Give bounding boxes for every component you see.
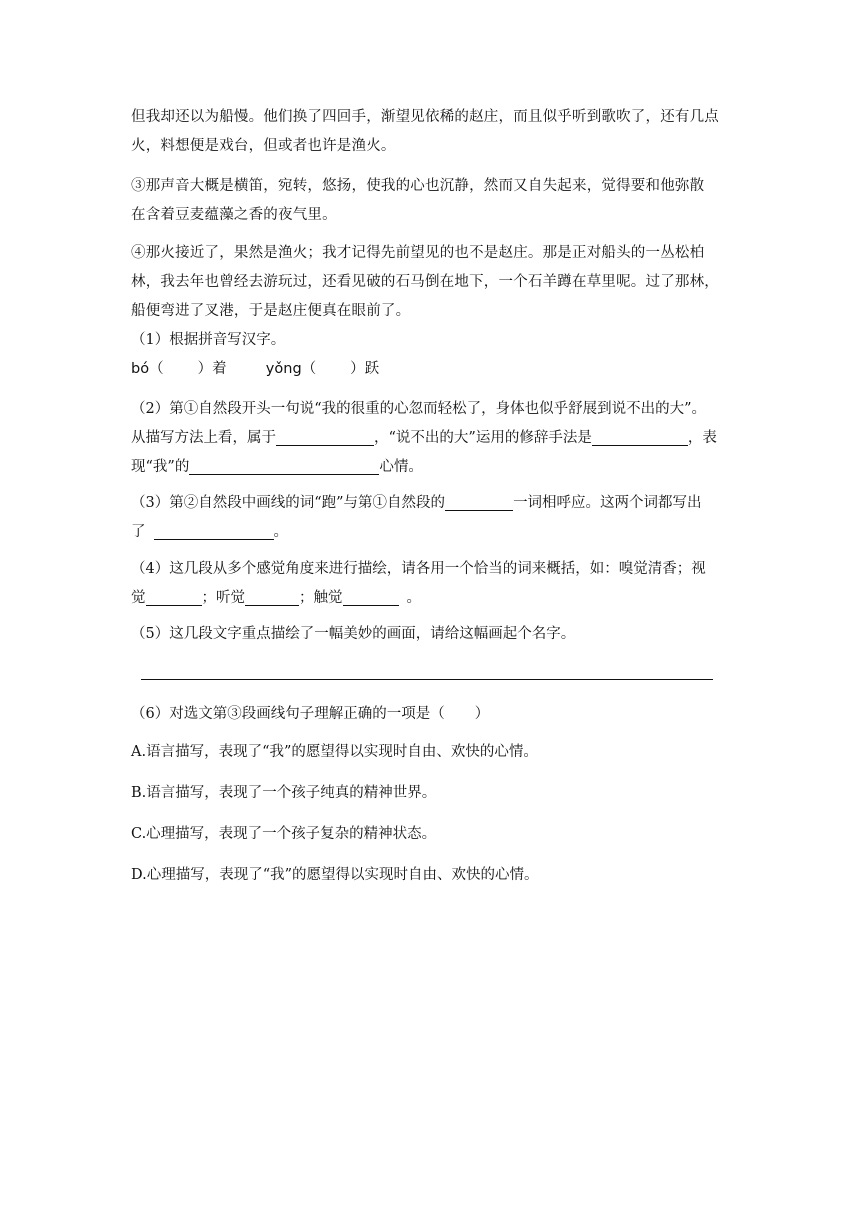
passage-line: 火，料想便是戏台，但或者也许是渔火。 — [131, 138, 396, 154]
question-3 — [131, 489, 735, 547]
question-1 — [131, 326, 735, 384]
answer-blank-touch[interactable] — [343, 587, 399, 606]
question-4 — [131, 555, 735, 613]
answer-blank-echo-word[interactable] — [445, 492, 513, 511]
question-5: （5）这几段文字重点描绘了一幅美妙的画面，请给这幅画起个名字。 — [131, 626, 576, 642]
answer-blank-rhetoric[interactable] — [592, 427, 688, 446]
question-3-text: 了 — [131, 524, 146, 540]
answer-blank-sight[interactable] — [146, 587, 202, 606]
option-d[interactable]: D.心理描写，表现了“我”的愿望得以实现时自由、欢快的心情。 — [131, 867, 539, 883]
question-6 — [131, 700, 735, 729]
option-b[interactable]: B.语言描写，表现了一个孩子纯真的精神世界。 — [131, 785, 437, 801]
passage-line: ③那声音大概是横笛，宛转，悠扬，使我的心也沉静，然而又自失起来，觉得要和他弥散 — [131, 178, 705, 194]
pinyin-yong-suffix: ）跃 — [350, 361, 380, 377]
question-3-text: 。 — [273, 524, 288, 540]
pinyin-yong: yǒng（ — [265, 361, 317, 377]
passage-paragraph-2 — [131, 103, 731, 161]
question-4-text: ；听觉 — [201, 590, 245, 606]
question-2-stem: （2）第①自然段开头一句说“我的很重的心忽而轻松了，身体也似乎舒展到说不出的大”。 — [131, 401, 707, 417]
answer-blank-hearing[interactable] — [245, 587, 299, 606]
answer-blank-expresses[interactable] — [154, 521, 274, 540]
question-4-text: 。 — [406, 590, 421, 606]
option-a[interactable]: A.语言描写，表现了“我”的愿望得以实现时自由、欢快的心情。 — [131, 744, 538, 760]
pinyin-bo: bó（ — [131, 361, 164, 377]
passage-line: 船便弯进了叉港，于是赵庄便真在眼前了。 — [131, 303, 411, 319]
question-2-text: 心情。 — [379, 459, 423, 475]
passage-paragraph-4 — [131, 239, 731, 326]
passage-line: ④那火接近了，果然是渔火；我才记得先前望见的也不是赵庄。那是正对船头的一丛松柏 — [131, 245, 705, 261]
passage-line: 但我却还以为船慢。他们换了四回手，渐望见依稀的赵庄，而且似乎听到歌吹了，还有几点 — [131, 109, 719, 125]
answer-blank-feeling[interactable] — [189, 456, 379, 475]
passage-line: 在含着豆麦蕴藻之香的夜气里。 — [131, 207, 337, 223]
question-2-text: 从描写方法上看，属于 — [131, 430, 276, 446]
question-2-text: 现“我”的 — [131, 459, 190, 475]
question-2 — [131, 395, 735, 482]
answer-blank-method[interactable] — [276, 427, 374, 446]
question-3-text: （3）第②自然段中画线的词“跑”与第①自然段的 — [131, 495, 446, 511]
question-4-text: （4）这几段从多个感觉角度来进行描绘，请各用一个恰当的词来概括，如：嗅觉清香；视 — [131, 561, 706, 577]
passage-paragraph-3 — [131, 172, 731, 230]
question-6-text: （6）对选文第③段画线句子理解正确的一项是（ — [131, 706, 445, 722]
passage-line: 林，我去年也曾经去游玩过，还看见破的石马倒在地下，一个石羊蹲在草里呢。过了那林， — [131, 274, 719, 290]
question-2-text: ，表 — [687, 430, 717, 446]
option-c[interactable]: C.心理描写，表现了一个孩子复杂的精神状态。 — [131, 826, 437, 842]
question-3-text: 一词相呼应。这两个词都写出 — [513, 495, 702, 511]
question-2-text: ，“说不出的大”运用的修辞手法是 — [374, 430, 592, 446]
question-4-text: 觉 — [131, 590, 146, 606]
pinyin-bo-suffix: ）着 — [197, 361, 227, 377]
question-4-text: ；触觉 — [299, 590, 343, 606]
question-6-text: ） — [474, 706, 490, 722]
answer-line-title[interactable] — [141, 679, 713, 680]
question-1-title: （1）根据拼音写汉字。 — [131, 332, 286, 348]
